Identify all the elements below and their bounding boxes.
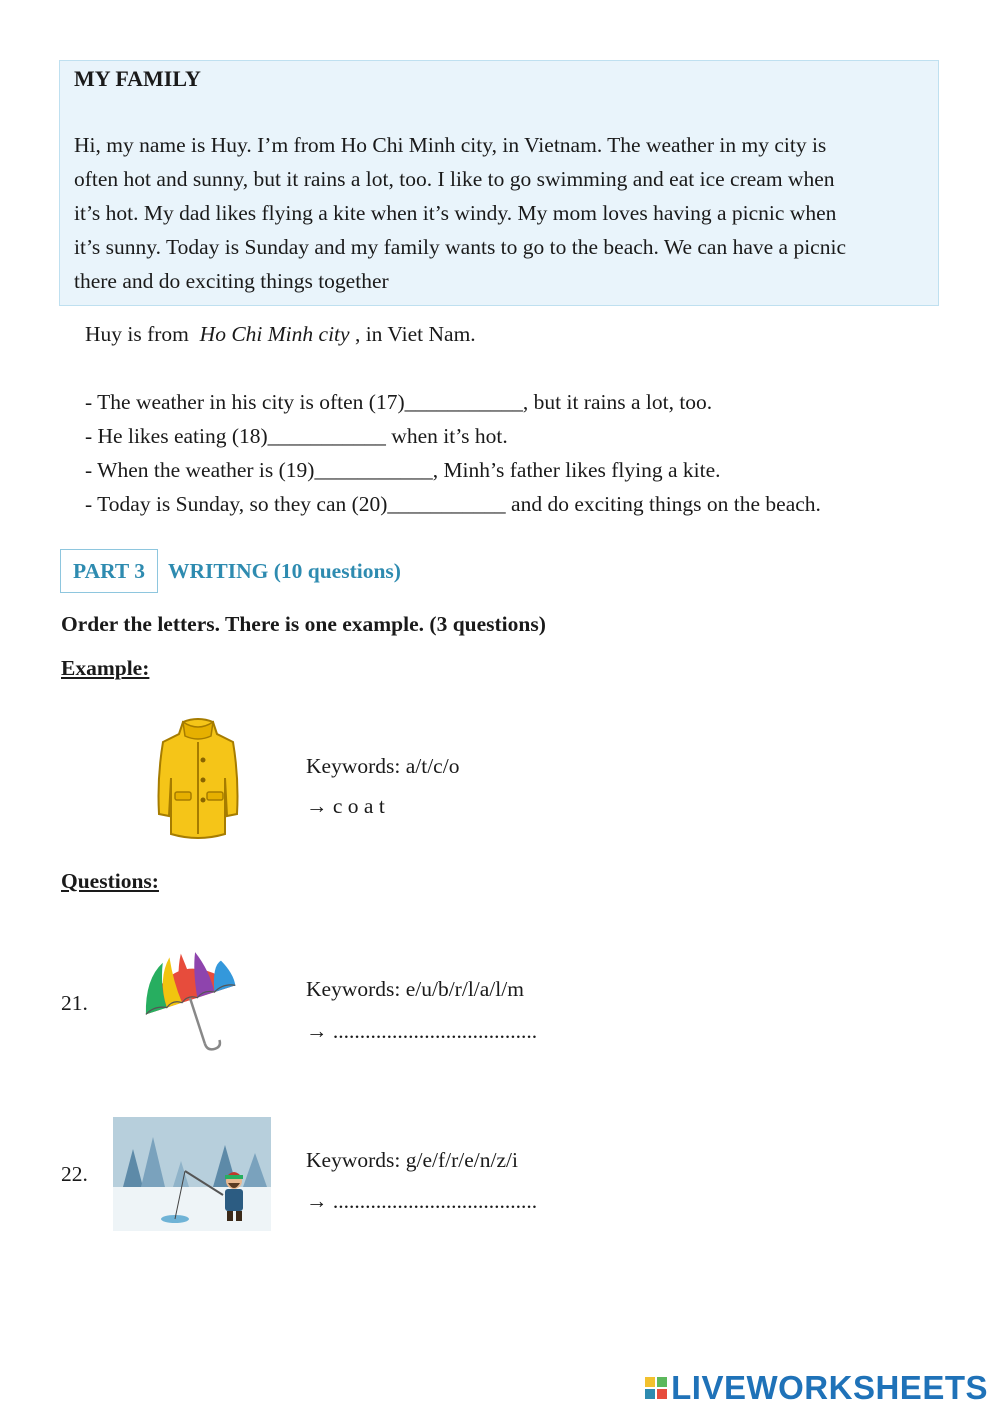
question-21-answer[interactable]: → ...................................... — [306, 1019, 538, 1043]
question-21-number: 21. — [61, 991, 88, 1015]
umbrella-icon — [135, 948, 245, 1058]
questions-heading: Questions: — [61, 869, 159, 893]
ice-fishing-image — [113, 1117, 271, 1231]
question-22-answer[interactable]: → ...................................... — [306, 1189, 538, 1213]
raincoat-icon — [155, 718, 241, 842]
example-sentence: Huy is from Ho Chi Minh city , in Viet Nam. — [85, 322, 476, 346]
question-20: - Today is Sunday, so they can (20)___________ and do exciting things on the beach. — [85, 492, 821, 516]
umbrella-image — [135, 948, 245, 1058]
question-18: - He likes eating (18)___________ when it’s hot. — [85, 424, 508, 448]
question-22-keywords: Keywords: g/e/f/r/e/n/z/i — [306, 1148, 518, 1172]
raincoat-image — [155, 718, 241, 842]
question-19: - When the weather is (19)___________, Minh’s father likes flying a kite. — [85, 458, 721, 482]
part-title: WRITING (10 questions) — [168, 559, 401, 583]
example-answer-line: → c o a t — [306, 794, 385, 818]
question-17: - The weather in his city is often (17)___________, but it rains a lot, too. — [85, 390, 713, 414]
logo-text: LIVEWORKSHEETS — [671, 1369, 988, 1406]
passage-line: there and do exciting things together — [74, 269, 389, 293]
passage-line: Hi, my name is Huy. I’m from Ho Chi Minh city, in Vietnam. The weather in my city is — [74, 133, 827, 157]
logo-mark-icon — [645, 1377, 667, 1399]
part-label: PART 3 — [60, 549, 158, 593]
ice-fishing-icon — [113, 1117, 271, 1231]
question-21-keywords: Keywords: e/u/b/r/l/a/l/m — [306, 977, 524, 1001]
instruction: Order the letters. There is one example. (3 questions) — [61, 612, 546, 636]
passage-title: MY FAMILY — [74, 66, 201, 91]
passage-text — [74, 128, 934, 298]
example-answer: Ho Chi Minh city — [199, 322, 350, 346]
liveworksheets-logo — [645, 1368, 988, 1408]
example-keywords: Keywords: a/t/c/o — [306, 754, 460, 778]
example-heading: Example: — [61, 656, 150, 680]
passage-line: it’s hot. My dad likes flying a kite when it’s windy. My mom loves having a picnic when — [74, 201, 837, 225]
passage-line: it’s sunny. Today is Sunday and my family wants to go to the beach. We can have a picnic — [74, 235, 846, 259]
passage-line: often hot and sunny, but it rains a lot, too. I like to go swimming and eat ice cream when — [74, 167, 835, 191]
question-22-number: 22. — [61, 1162, 88, 1186]
